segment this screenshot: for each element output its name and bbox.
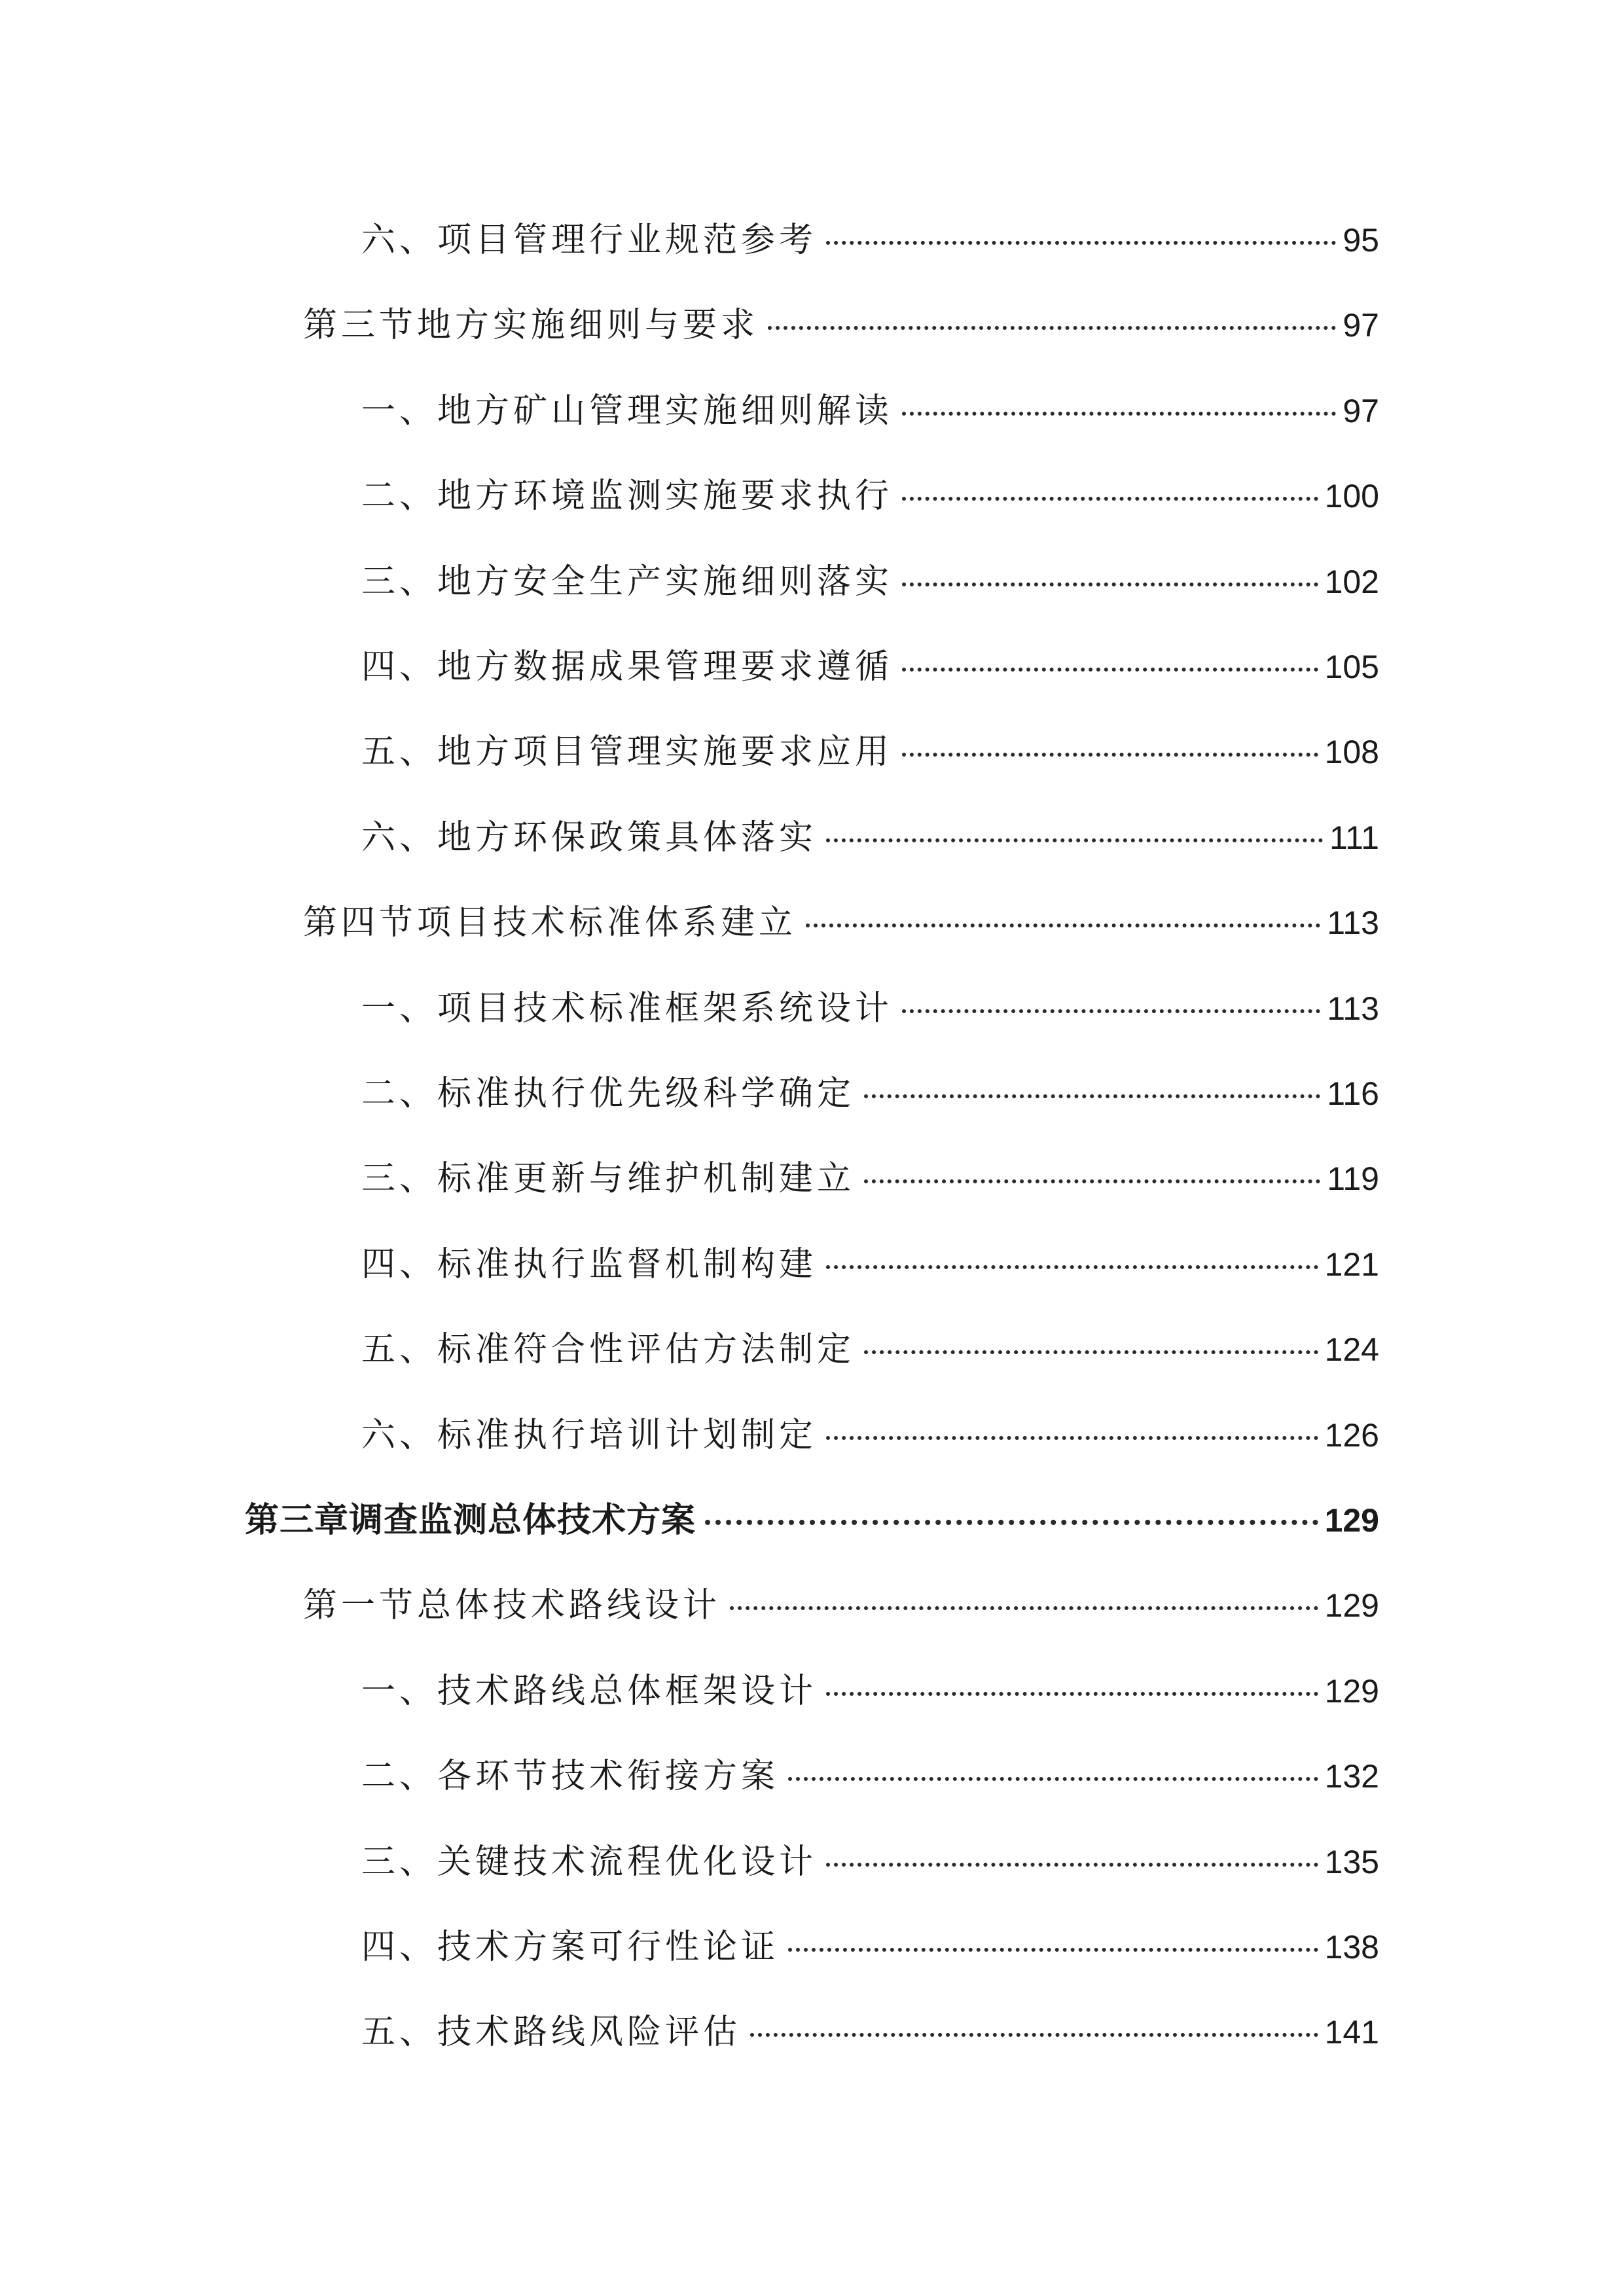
toc-entry-page-number: 121	[1324, 1246, 1379, 1283]
toc-entry-page-number: 129	[1324, 1673, 1379, 1710]
toc-entry-title: 五、地方项目管理实施要求应用	[361, 732, 893, 772]
toc-entry[interactable]	[361, 1323, 1379, 1376]
toc-entry-title: 四、技术方案可行性论证	[361, 1928, 780, 1967]
toc-entry[interactable]	[361, 1409, 1379, 1462]
toc-entry-title: 五、标准符合性评估方法制定	[361, 1330, 856, 1369]
toc-entry[interactable]	[361, 1750, 1379, 1803]
toc-entry-title: 六、标准执行培训计划制定	[361, 1416, 818, 1455]
toc-entry-title: 四、地方数据成果管理要求遵循	[361, 647, 893, 687]
toc-entry-page-number: 116	[1327, 1075, 1379, 1112]
toc-entry[interactable]	[361, 385, 1379, 437]
toc-entry-title: 六、项目管理行业规范参考	[361, 221, 818, 260]
toc-entry-page-number: 126	[1324, 1417, 1379, 1454]
toc-entry[interactable]	[361, 641, 1379, 693]
toc-entry[interactable]	[361, 1153, 1379, 1205]
toc-entry-page-number: 111	[1329, 819, 1379, 856]
toc-entry-page-number: 119	[1327, 1160, 1379, 1197]
toc-entry-title: 第四节项目技术标准体系建立	[303, 903, 797, 942]
toc-dot-leader	[902, 583, 1318, 586]
toc-dot-leader	[902, 668, 1318, 672]
toc-dot-leader	[826, 838, 1323, 842]
toc-dot-leader	[826, 1863, 1318, 1867]
toc-entry-title: 一、地方矿山管理实施细则解读	[361, 391, 893, 431]
toc-dot-leader	[902, 497, 1318, 501]
toc-entry-page-number: 132	[1324, 1758, 1379, 1795]
toc-entry[interactable]	[361, 470, 1379, 522]
toc-dot-leader	[864, 1094, 1320, 1098]
toc-dot-leader	[902, 1009, 1320, 1013]
toc-entry[interactable]	[303, 1579, 1379, 1632]
toc-dot-leader	[826, 241, 1336, 245]
toc-entry-title: 三、标准更新与维护机制建立	[361, 1159, 856, 1198]
toc-entry-page-number: 105	[1324, 649, 1379, 685]
toc-entry-title: 四、标准执行监督机制构建	[361, 1245, 818, 1284]
toc-entry[interactable]	[361, 726, 1379, 778]
toc-entry-page-number: 141	[1324, 2014, 1379, 2051]
toc-entry-title: 二、各环节技术衔接方案	[361, 1757, 780, 1796]
toc-entry-page-number: 113	[1327, 905, 1379, 941]
toc-entry-title: 第一节总体技术路线设计	[303, 1586, 721, 1625]
toc-entry[interactable]	[361, 214, 1379, 266]
toc-entry[interactable]	[303, 299, 1379, 351]
toc-dot-leader	[806, 924, 1320, 927]
toc-entry-title: 第三节地方实施细则与要求	[303, 306, 759, 345]
toc-entry-page-number: 138	[1324, 1929, 1379, 1965]
toc-entry-page-number: 100	[1324, 478, 1379, 514]
toc-dot-leader	[826, 1692, 1318, 1696]
toc-dot-leader	[902, 753, 1318, 757]
toc-dot-leader	[864, 1350, 1318, 1354]
toc-entry[interactable]	[361, 1238, 1379, 1291]
toc-entry-title: 三、地方安全生产实施细则落实	[361, 562, 893, 601]
toc-entry-title: 五、技术路线风险评估	[361, 2013, 742, 2052]
toc-entry-page-number: 129	[1324, 1502, 1379, 1539]
toc-entry-title: 一、项目技术标准框架系统设计	[361, 989, 893, 1028]
toc-entry[interactable]	[361, 982, 1379, 1035]
toc-entry[interactable]	[361, 2006, 1379, 2058]
toc-dot-leader	[864, 1179, 1320, 1183]
toc-entry-title: 二、地方环境监测实施要求执行	[361, 476, 893, 516]
toc-entry-page-number: 135	[1324, 1844, 1379, 1880]
toc-entry[interactable]	[361, 1836, 1379, 1888]
toc-dot-leader	[768, 326, 1336, 330]
toc-dot-leader	[730, 1606, 1318, 1610]
toc-entry-page-number: 102	[1324, 564, 1379, 600]
toc-entry-page-number: 97	[1343, 393, 1379, 429]
toc-entry-page-number: 124	[1324, 1331, 1379, 1368]
toc-dot-leader	[788, 1777, 1318, 1781]
toc-dot-leader	[826, 1436, 1318, 1440]
toc-entry-title: 六、地方环保政策具体落实	[361, 818, 818, 857]
toc-entry[interactable]	[361, 1921, 1379, 1973]
toc-entry-title: 二、标准执行优先级科学确定	[361, 1074, 856, 1113]
toc-dot-leader	[826, 1265, 1318, 1269]
toc-dot-leader	[902, 412, 1336, 416]
toc-entry[interactable]	[361, 556, 1379, 608]
toc-entry[interactable]	[303, 897, 1379, 949]
toc-entry-page-number: 113	[1327, 990, 1379, 1027]
toc-entry-page-number: 129	[1324, 1587, 1379, 1624]
toc-entry[interactable]	[361, 1067, 1379, 1120]
toc-entry[interactable]	[361, 1665, 1379, 1717]
toc-entry-page-number: 97	[1343, 307, 1379, 344]
toc-entry-page-number: 108	[1324, 734, 1379, 770]
toc-entry-title: 三、关键技术流程优化设计	[361, 1842, 818, 1882]
toc-entry[interactable]	[361, 812, 1379, 864]
toc-entry-title: 第三章调查监测总体技术方案	[245, 1501, 696, 1540]
toc-dot-leader	[788, 1948, 1318, 1952]
toc-entry[interactable]	[245, 1494, 1379, 1547]
toc-entry-page-number: 95	[1343, 222, 1379, 259]
toc-dot-leader	[705, 1520, 1318, 1525]
toc-entry-title: 一、技术路线总体框架设计	[361, 1672, 818, 1711]
toc-dot-leader	[750, 2033, 1318, 2037]
